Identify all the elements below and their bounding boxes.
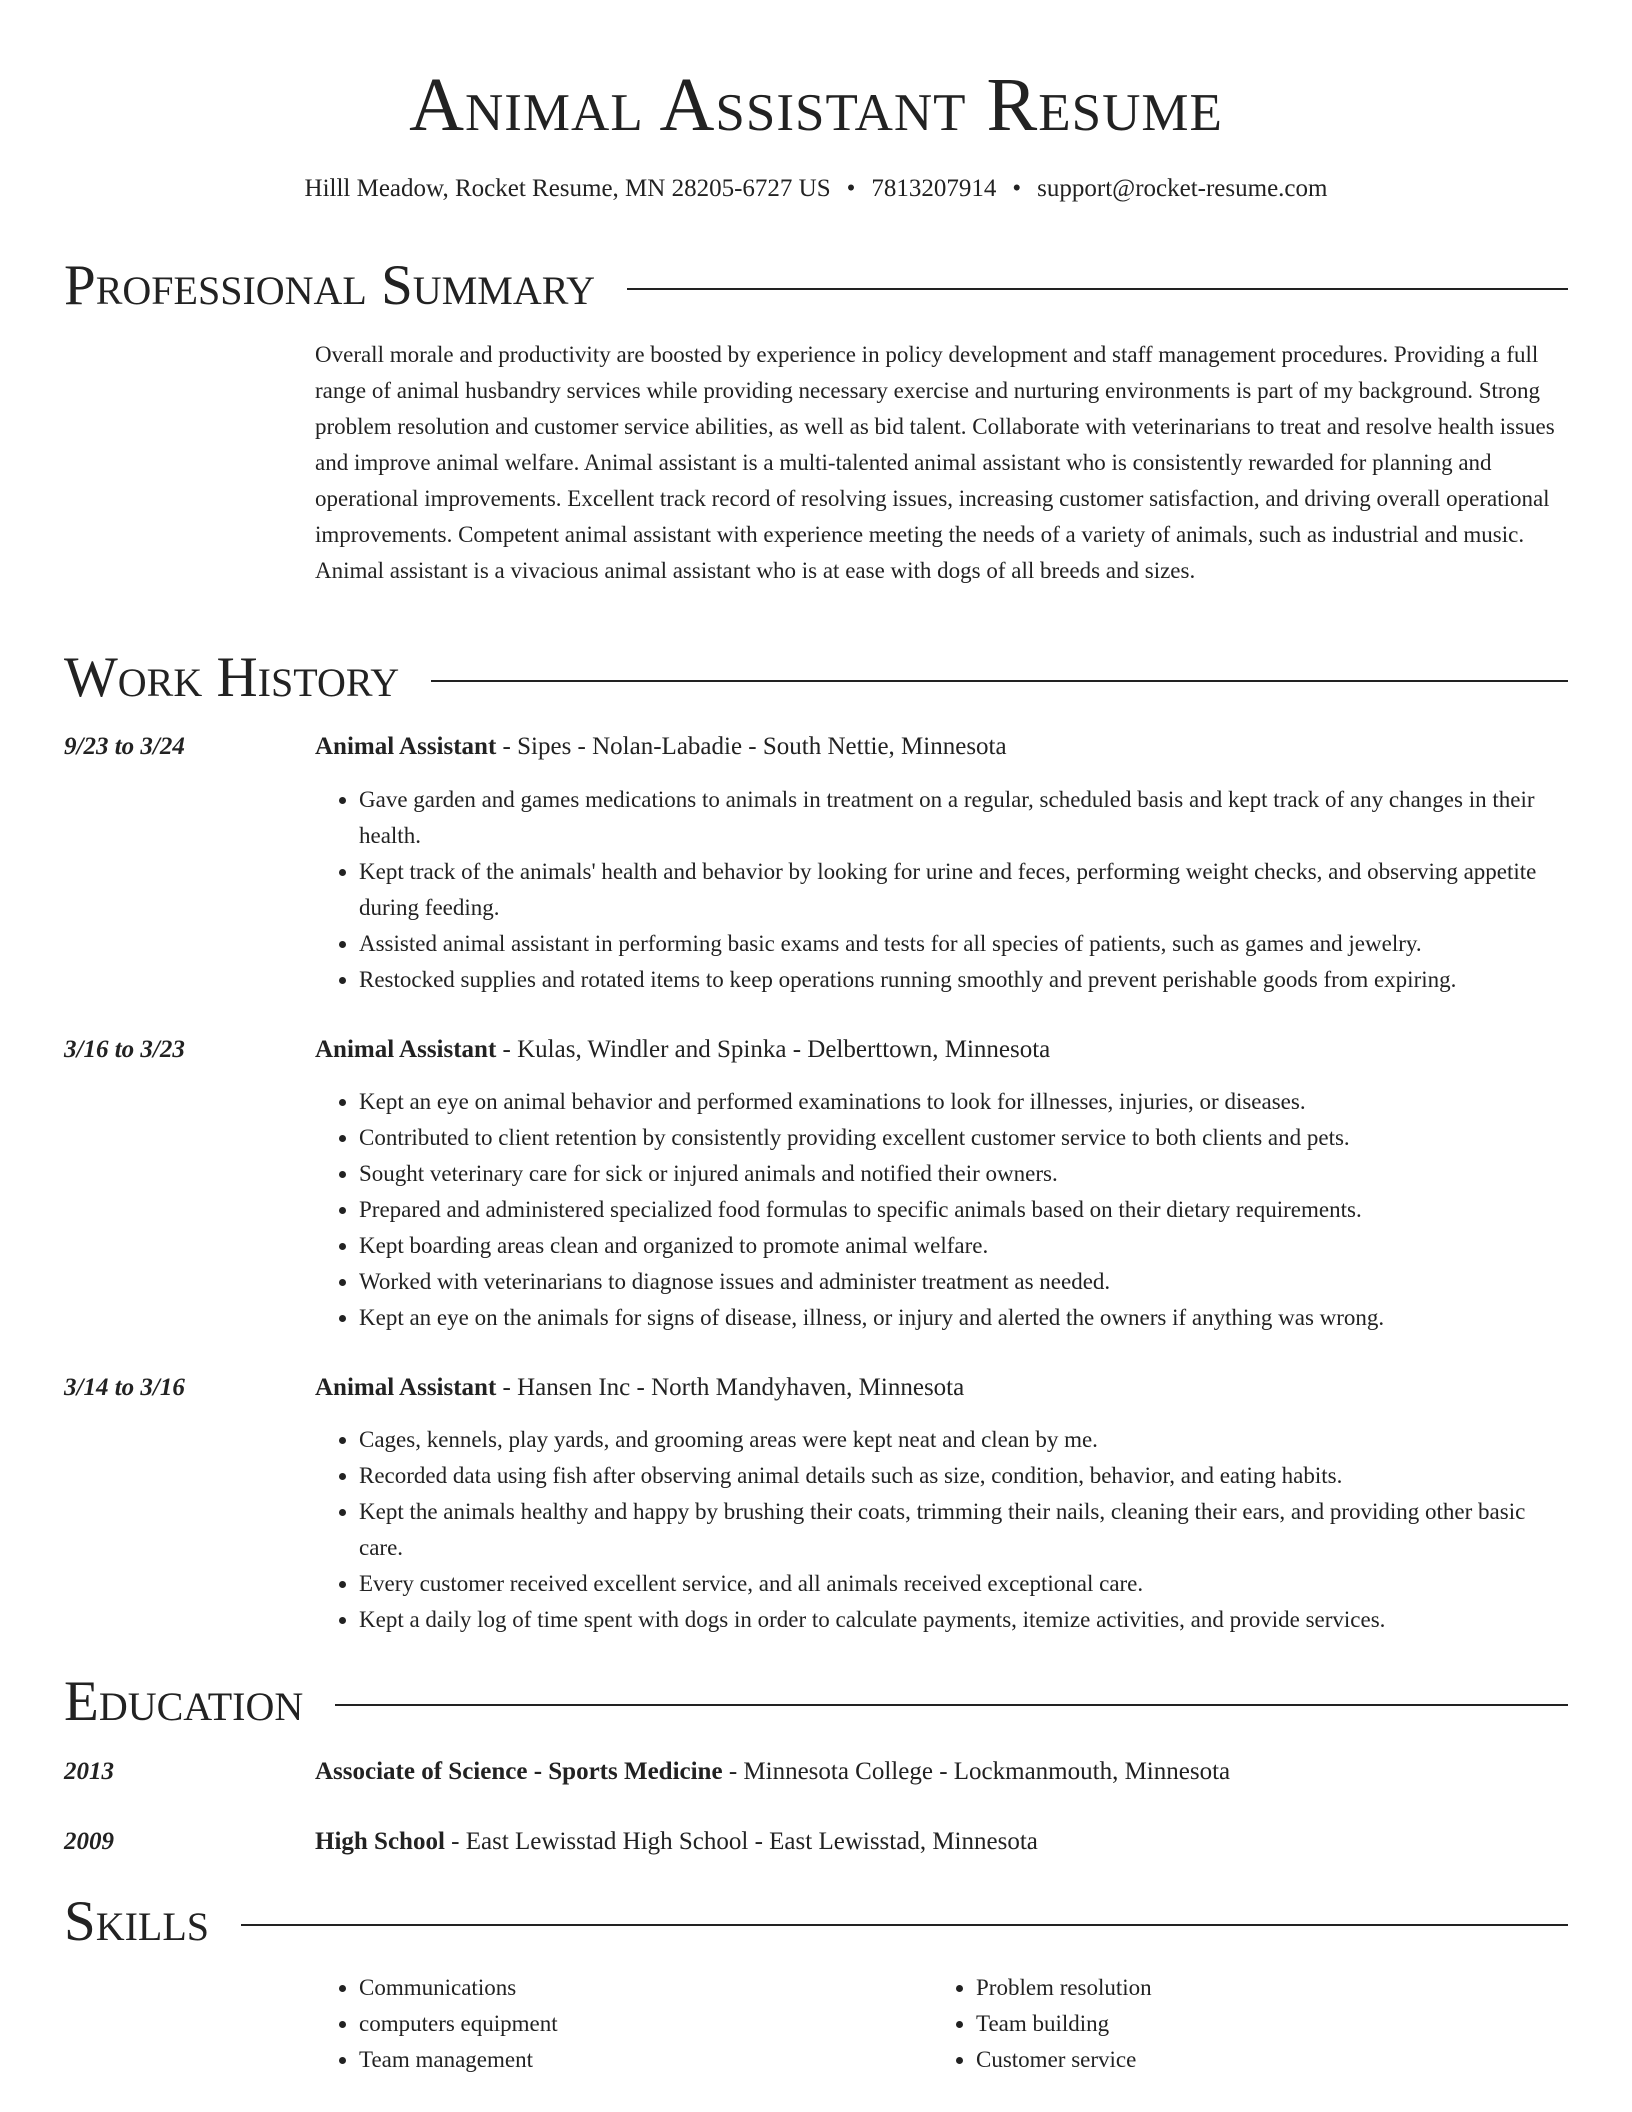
education-heading [315,1755,1230,1789]
education-degree: Associate of Science - Sports Medicine [315,1758,723,1785]
contact-line [0,172,1632,206]
job-role: Animal Assistant [315,733,497,760]
job-bullets [315,1422,1571,1638]
summary-text: Overall morale and productivity are boosted by experience in policy development and staff management procedures. Providing a full range of animal husbandry services while providing necessary exercise and nurturing environments is part of my background. Strong problem resolution and customer service abilities, as well as bid talent. Collaborate with veterinarians to treat and resolve health issues and improve animal welfare. Animal assistant is a multi-talented animal assistant who is consistently rewarded for planning and operational improvements. Excellent track record of resolving issues, increasing customer satisfaction, and driving overall operational improvements. Competent animal assistant with experience meeting the needs of a variety of animals, such as industrial and music. Animal assistant is a vivacious animal assistant who is at ease with dogs of all breeds and sizes. [315,342,1555,583]
list-item: • Recorded data using fish after observing animal details such as size, condition, behavior, and eating habits. [359,1458,1571,1494]
section-title: Education [64,1670,304,1733]
skill-item: • Problem resolution [976,1970,1492,2006]
list-item: • Kept track of the animals' health and behavior by looking for urine and feces, performing weight checks, and observing appetite during feeding. [359,854,1571,926]
skills-list-right [932,1970,1492,2078]
list-item: • Prepared and administered specialized food formulas to specific animals based on their dietary requirements. [359,1192,1571,1228]
skills-section-heading [64,1888,1568,1956]
job-dates: 3/16 to 3/23 [64,1036,185,1063]
contact-email: support@rocket-resume.com [1037,175,1328,202]
list-item: • Gave garden and games medications to animals in treatment on a regular, scheduled basis and kept track of any changes in their health. [359,782,1571,854]
list-item: • Kept an eye on animal behavior and performed examinations to look for illnesses, injuries, or diseases. [359,1084,1571,1120]
section-title: Skills [64,1890,210,1953]
section-divider [627,288,1568,290]
job-role: Animal Assistant [315,1036,497,1063]
job-details: - Hansen Inc - North Mandyhaven, Minnesota [496,1374,965,1401]
skill-item: • computers equipment [359,2006,875,2042]
job-role: Animal Assistant [315,1374,497,1401]
section-divider [241,1924,1568,1926]
skill-item: • Customer service [976,2042,1492,2078]
contact-phone: 7813207914 [871,175,997,202]
education-year: 2009 [64,1828,114,1855]
section-title: Professional Summary [64,254,596,317]
list-item: • Contributed to client retention by consistently providing excellent customer service to both clients and pets. [359,1120,1571,1156]
job-heading [315,1033,1050,1067]
list-item: • Kept an eye on the animals for signs of disease, illness, or injury and alerted the owners if anything was wrong. [359,1300,1571,1336]
list-item: • Every customer received excellent service, and all animals received exceptional care. [359,1566,1571,1602]
job-bullets [315,1084,1571,1336]
education-details: - Minnesota College - Lockmanmouth, Minnesota [722,1758,1231,1785]
list-item: • Kept a daily log of time spent with dogs in order to calculate payments, itemize activities, and provide services. [359,1602,1571,1638]
education-details: - East Lewisstad High School - East Lewisstad, Minnesota [444,1828,1038,1855]
list-item: • Kept boarding areas clean and organized to promote animal welfare. [359,1228,1571,1264]
job-dates: 9/23 to 3/24 [64,733,185,760]
list-item: • Worked with veterinarians to diagnose issues and administer treatment as needed. [359,1264,1571,1300]
job-dates: 3/14 to 3/16 [64,1374,185,1401]
section-divider [335,1704,1568,1706]
section-divider [431,680,1568,682]
education-heading [315,1825,1038,1859]
job-heading [315,1371,964,1405]
work-history-section-heading [64,644,1568,712]
education-degree: High School [315,1828,445,1855]
contact-separator: • [1012,175,1022,202]
job-details: - Sipes - Nolan-Labadie - South Nettie, Minnesota [496,733,1007,760]
resume-title: Animal Assistant Resume [409,63,1223,147]
job-details: - Kulas, Windler and Spinka - Delberttown, Minnesota [496,1036,1051,1063]
education-section-heading [64,1668,1568,1736]
section-title: Work History [64,646,400,709]
job-bullets [315,782,1571,998]
skill-item: • Team management [359,2042,875,2078]
list-item: • Assisted animal assistant in performing basic exams and tests for all species of patients, such as games and jewelry. [359,926,1571,962]
skills-list-left [315,1970,875,2078]
list-item: • Restocked supplies and rotated items to keep operations running smoothly and prevent perishable goods from expiring. [359,962,1571,998]
contact-separator: • [846,175,856,202]
education-year: 2013 [64,1758,114,1785]
list-item: • Kept the animals healthy and happy by brushing their coats, trimming their nails, cleaning their ears, and providing other basic care. [359,1494,1571,1566]
list-item: • Cages, kennels, play yards, and grooming areas were kept neat and clean by me. [359,1422,1571,1458]
skill-item: • Communications [359,1970,875,2006]
skill-item: • Team building [976,2006,1492,2042]
contact-address: Hilll Meadow, Rocket Resume, MN 28205-6727 US [304,175,831,202]
list-item: • Sought veterinary care for sick or injured animals and notified their owners. [359,1156,1571,1192]
summary-section-heading [64,252,1568,320]
job-heading [315,730,1007,764]
